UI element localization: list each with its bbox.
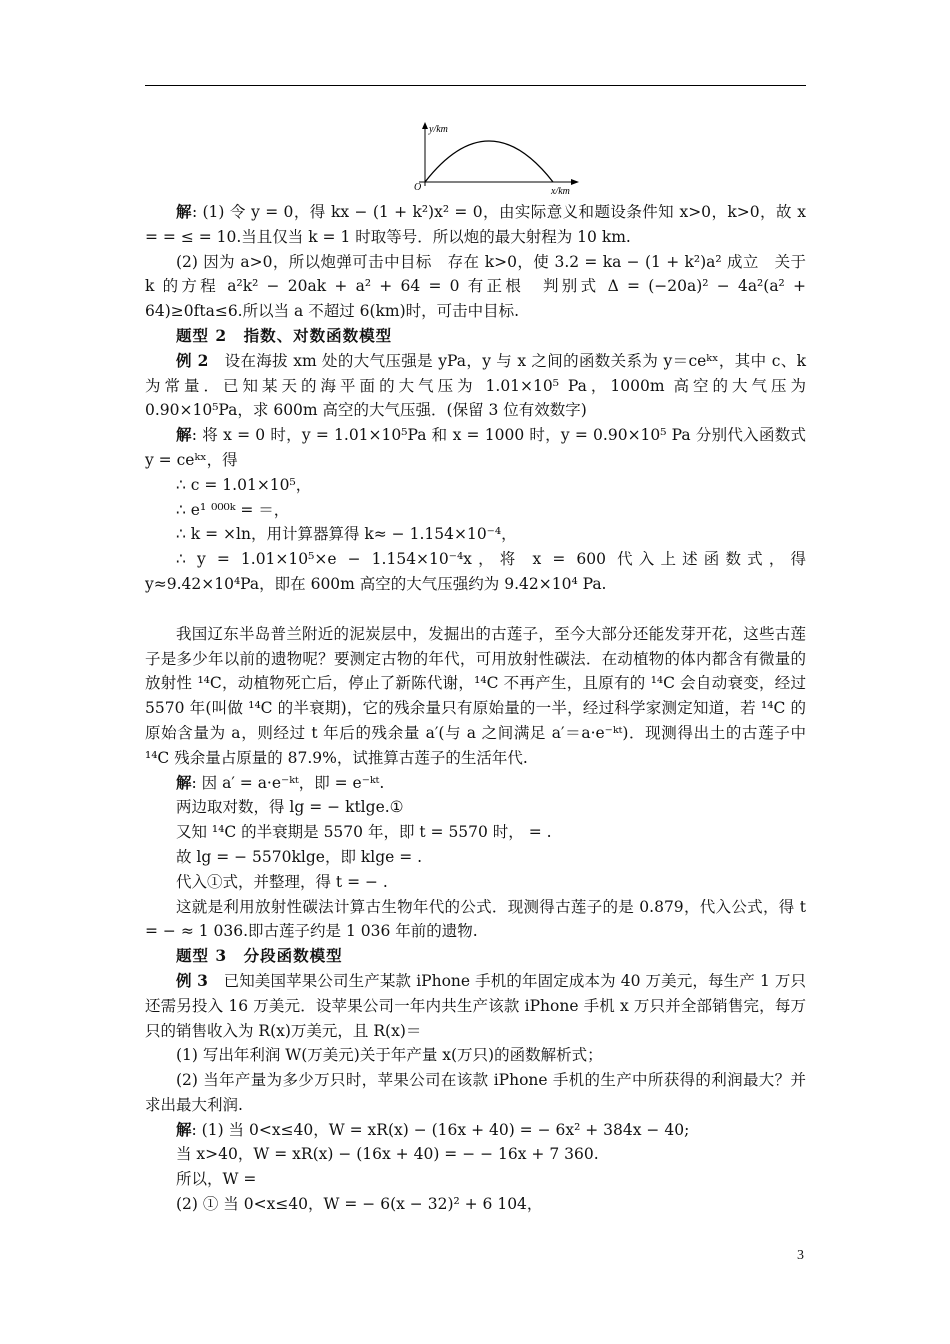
section-heading-3: 题型 3 分段函数模型 — [176, 946, 343, 966]
example-2: 例 2 设在海拔 xm 处的大气压强是 yPa，y 与 x 之间的函数关系为 y＝ceᵏˣ，其中 c、k 为常量．已知某天的海平面的大气压为 1.01×10⁵ Pa，1000m 高空的大气压为 0.90×10⁵Pa，求 600m 高空的大气压强．(保留 3 位有效数字) — [145, 350, 806, 420]
solution-3-step-3: (2) ① 当 0<x≤40，W = − 6(x − 32)² + 6 104， — [176, 1195, 543, 1214]
lotus-step-1: 两边取对数，得 lg = − ktlge.① — [176, 798, 404, 817]
trajectory-curve — [425, 141, 553, 182]
lotus-problem: 我国辽东半岛普兰附近的泥炭层中，发掘出的古莲子，至今大部分还能发芽开花，这些古莲子是多少年以前的遗物呢？要测定古物的年代，可用放射性碳法．在动植物的体内都含有微量的放射性 ¹⁴C，动植物死亡后，停止了新陈代谢，¹⁴C 不再产生，且原有的 ¹⁴C 会自动衰变，经过 5570 年(叫做 ¹⁴C 的半衰期)，它的残余量只有原始量的一半，经过科学家测定知道，若 ¹⁴C 的原始含量为 a，则经过 t 年后的残余量 a′(与 a 之间满足 a′＝a·e⁻ᵏᵗ)．现测得出土的古莲子中 ¹⁴C 残余量占原量的 87.9%，试推算古莲子的生活年代. — [145, 624, 806, 767]
example-3-question-2: (2) 当年产量为多少万只时，苹果公司在该款 iPhone 手机的生产中所获得的利润最大？并求出最大利润. — [145, 1071, 806, 1114]
solution-2-step-3: ∴ k = ×ln，用计算器算得 k≈ − 1.154×10⁻⁴， — [176, 525, 517, 544]
solution-3-step-2: 所以，W = — [176, 1170, 257, 1189]
solution-2-step-2: ∴ e¹ ⁰⁰⁰ᵏ = ＝， — [176, 500, 290, 519]
example-3: 例 3 已知美国苹果公司生产某款 iPhone 手机的年固定成本为 40 万美元，每生产 1 万只还需另投入 16 万美元．设苹果公司一年内共生产该款 iPhone 手机 x 万只并全部销售完，每万只的销售收入为 R(x)万美元，且 R(x)＝ — [145, 970, 806, 1040]
solution-1-part-1: 解: (1) 令 y = 0，得 kx − (1 + k²)x² = 0，由实际意义和题设条件知 x>0，k>0，故 x = = ≤ = 10.当且仅当 k = 1 时取等号．所以炮的最大射程为 10 km. — [145, 202, 806, 246]
solution-1-part-2: (2) 因为 a>0，所以炮弹可击中目标 存在 k>0，使 3.2 = ka − (1 + k²)a² 成立 关于 k 的方程 a²k² − 20ak + a² + 64 = 0 有正根 判别式 Δ = (−20a)² − 4a²(a² + 64)≥0fta≤6.所以当 a 不超过 6(km)时，可击中目标. — [145, 252, 806, 321]
example-3-question-1: (1) 写出年利润 W(万美元)关于年产量 x(万只)的函数解析式； — [176, 1046, 603, 1065]
paragraph-spacer — [145, 597, 806, 622]
x-axis-arrow — [571, 179, 579, 185]
lotus-step-2: 又知 ¹⁴C 的半衰期是 5570 年，即 t = 5570 时， = . — [176, 823, 552, 842]
header-rule — [145, 85, 806, 86]
lotus-step-3: 故 lg = − 5570klge，即 klge = . — [176, 847, 423, 866]
lotus-solution: 解: 因 a′ = a·e⁻ᵏᵗ，即 = e⁻ᵏᵗ. — [176, 772, 385, 792]
lotus-step-4: 代入①式，并整理，得 t = − . — [176, 872, 388, 891]
lotus-conclusion: 这就是利用放射性碳法计算古生物年代的公式．现测得古莲子的是 0.879，代入公式，得 t = − ≈ 1 036.即古莲子约是 1 036 年前的遗物. — [145, 897, 806, 941]
solution-2-step-1: ∴ c = 1.01×10⁵， — [176, 475, 312, 494]
page-number: 3 — [797, 1248, 804, 1263]
origin-label: O — [414, 182, 422, 193]
trajectory-graph — [405, 120, 580, 198]
solution-3-step-1: 当 x>40，W = xR(x) − (16x + 40) = − − 16x + 7 360. — [176, 1145, 599, 1164]
section-heading-2: 题型 2 指数、对数函数模型 — [176, 325, 393, 345]
x-axis-label: x/km — [551, 186, 570, 197]
y-axis-arrow — [422, 122, 428, 129]
document-body — [145, 200, 806, 1217]
solution-3: 解: (1) 当 0<x≤40，W = xR(x) − (16x + 40) = − 6x² + 384x − 40; — [176, 1119, 690, 1139]
y-axis-label: y/km — [429, 124, 448, 135]
solution-2-step-4: ∴ y = 1.01×10⁵×e − 1.154×10⁻⁴x，将 x = 600 代入上述函数式，得 y≈9.42×10⁴Pa，即在 600m 高空的大气压强约为 9.42×10⁴ Pa. — [145, 550, 806, 593]
solution-2: 解: 将 x = 0 时，y = 1.01×10⁵Pa 和 x = 1000 时，y = 0.90×10⁵ Pa 分别代入函数式 y = ceᵏˣ，得 — [145, 425, 806, 469]
